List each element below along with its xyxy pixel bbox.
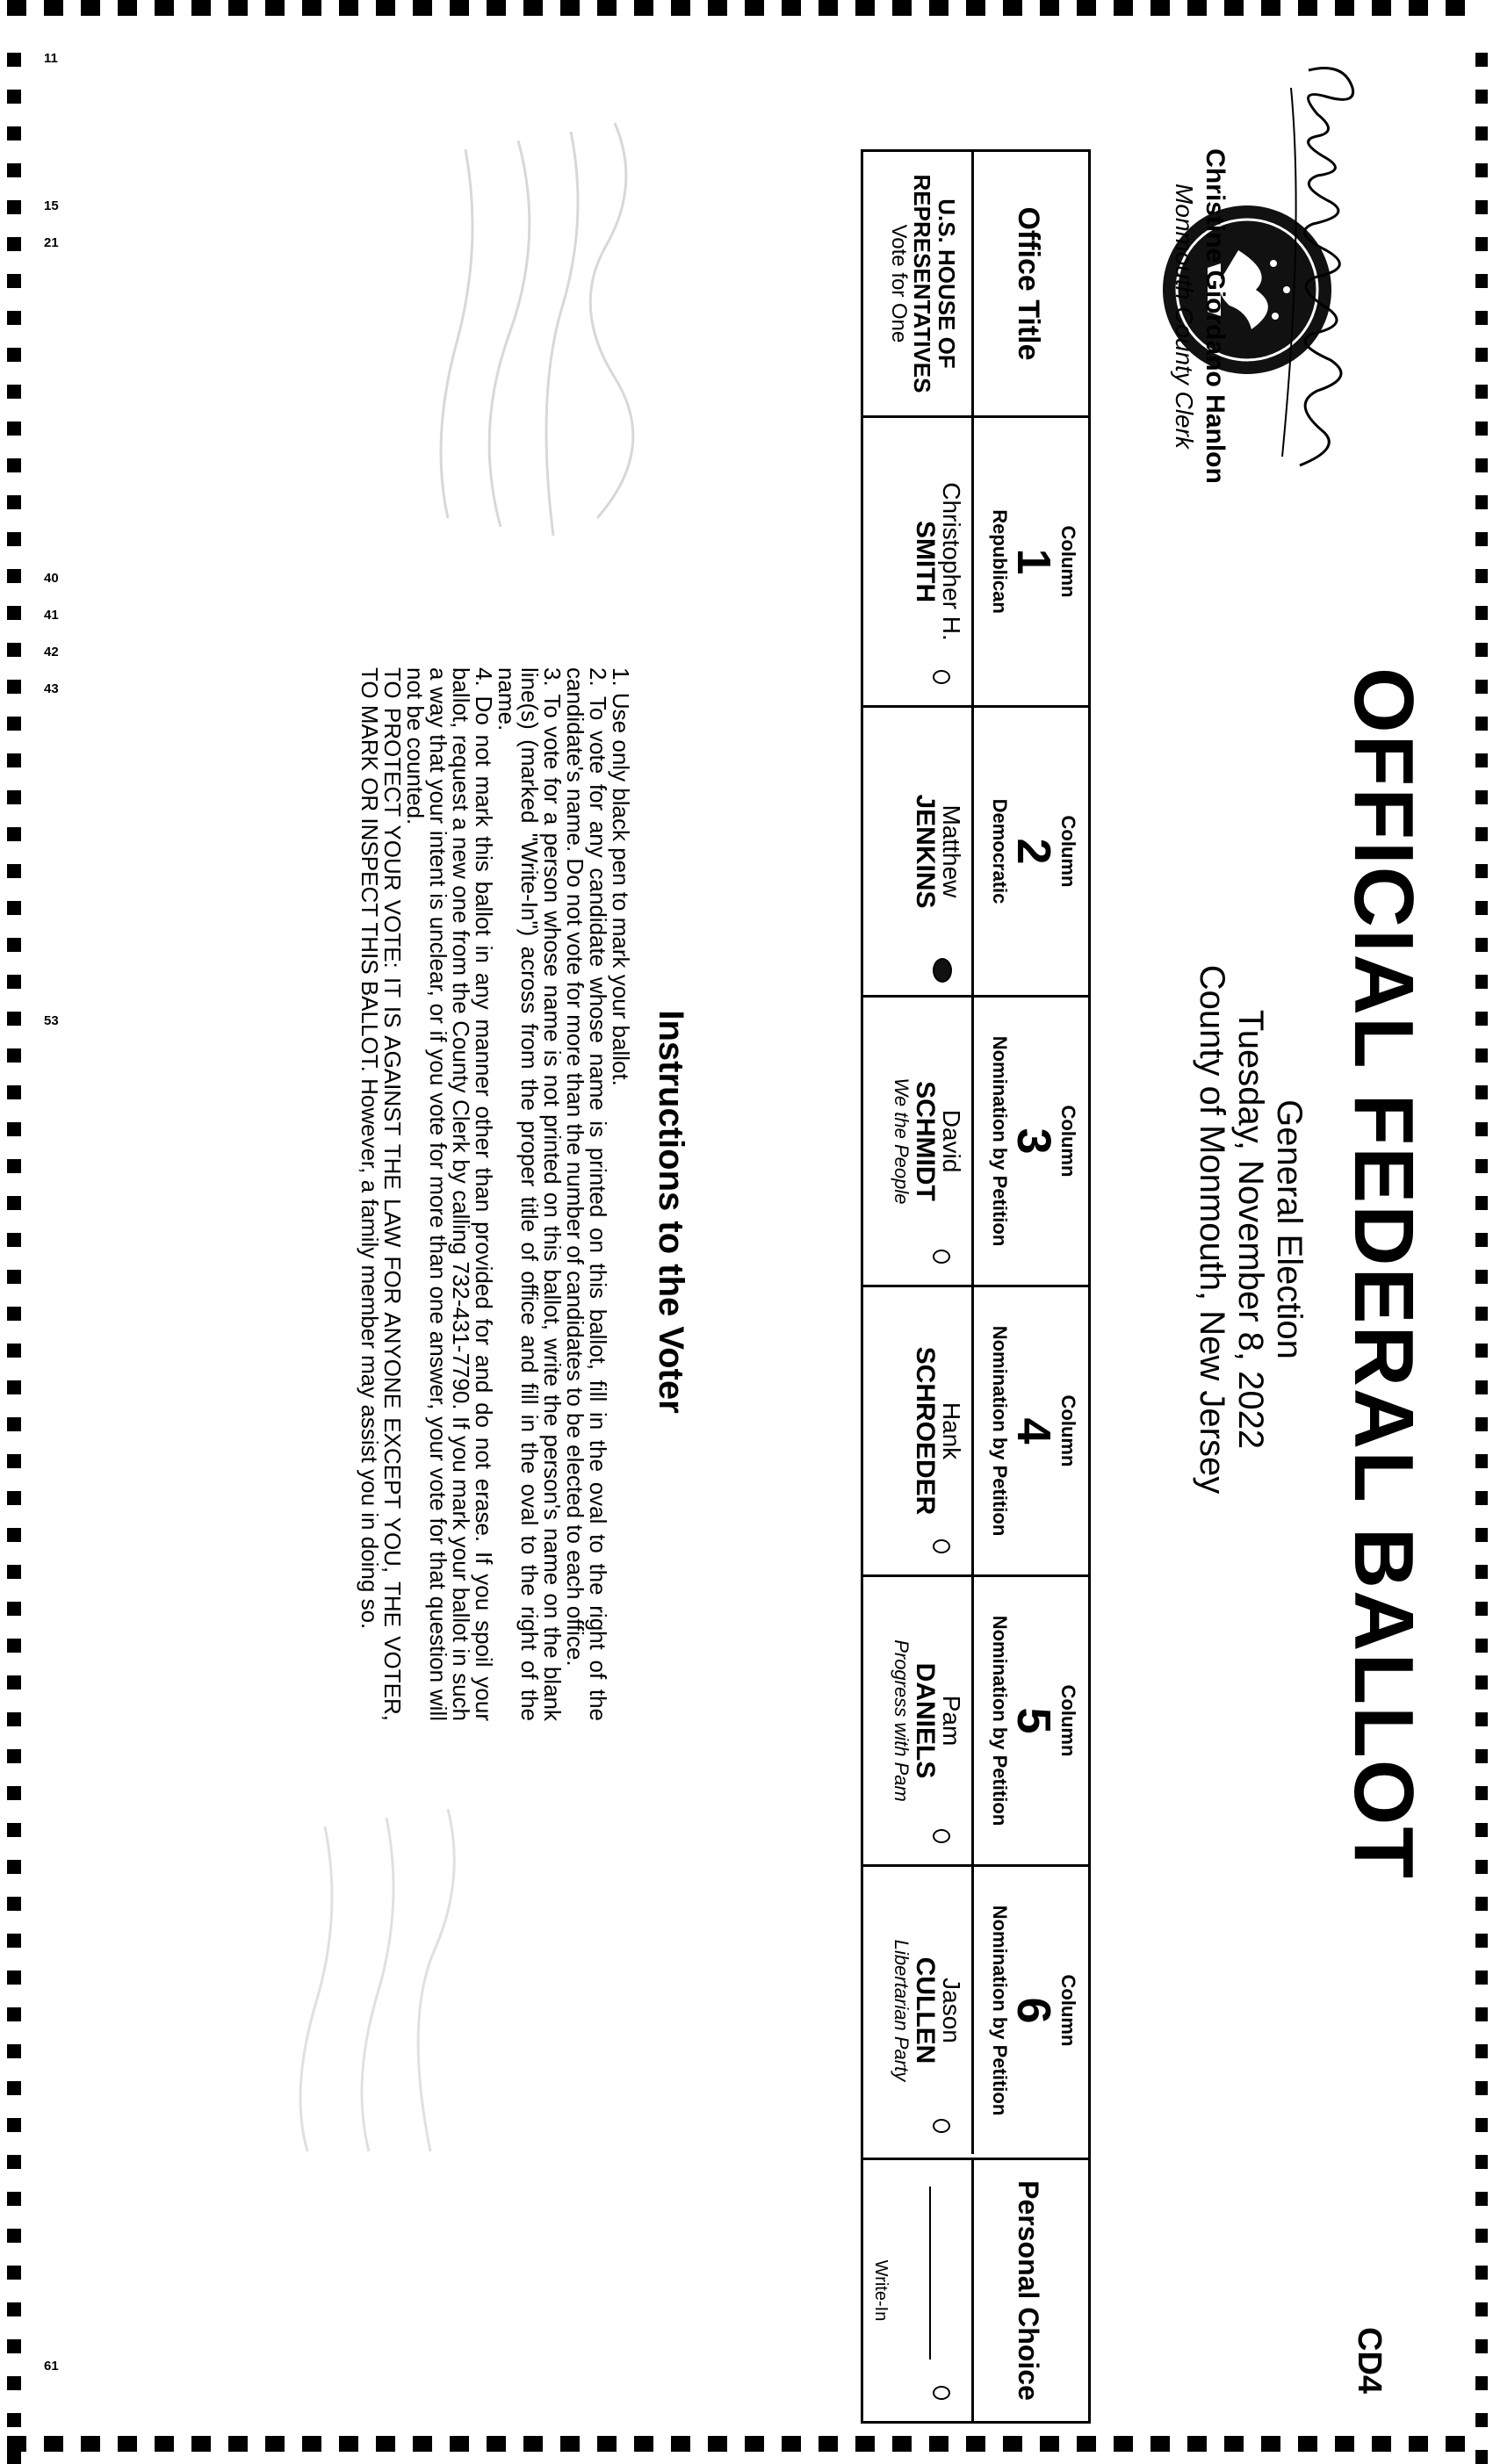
clerk-title: Monmouth County Clerk: [1171, 184, 1198, 449]
candidate-first-name: Hank: [937, 1401, 965, 1460]
office-column: [863, 152, 1088, 415]
column-header: [971, 1867, 1088, 2154]
vote-oval[interactable]: [933, 670, 950, 684]
instructions-body: [358, 667, 632, 1721]
candidate-slogan: Libertarian Party: [890, 1939, 912, 2082]
column-header: [971, 418, 1088, 705]
candidate-first-name: David: [937, 1109, 965, 1173]
candidate-column-3: [863, 995, 1088, 1285]
column-number: 4: [1007, 1417, 1060, 1445]
column-word: Column: [1057, 1974, 1079, 2047]
vote-oval[interactable]: [933, 1539, 950, 1553]
column-word: Column: [1057, 1394, 1079, 1467]
candidate-slogan: Progress with Pam: [890, 1639, 912, 1802]
personal-choice-header: [971, 2160, 1088, 2421]
candidate-cell: [863, 1287, 971, 1574]
instruction-item: TO PROTECT YOUR VOTE: IT IS AGAINST THE LAW FOR ANYONE EXCEPT YOU, THE VOTER, TO MARK OR INSPECT THIS BALLOT. However, a family member may assist you in doing so.: [357, 667, 406, 1721]
instruction-item: 4. Do not mark this ballot in any manner other than provided for and do not erase. If you spoil your ballot, request a new one from the County Clerk by calling 732-431-7790. If you mark your ballot in such a way that your intent is unclear, or if you vote for more than one answer, your vote for that question will not be counted.: [402, 667, 497, 1721]
candidate-column-2: [863, 705, 1088, 995]
candidate-last-name: JENKINS: [910, 794, 940, 909]
column-word: Column: [1057, 1105, 1079, 1178]
candidate-first-name: Christopher H.: [937, 482, 965, 641]
candidate-cell: [863, 418, 971, 705]
contest-grid: [861, 149, 1091, 2424]
column-header: [971, 708, 1088, 995]
instruction-item: 3. To vote for a person whose name is not printed on this ballot, write the person's name on the blank line(s) (marked "Write-In") across from the proper title of office and fill in the oval to the right of the name.: [494, 667, 566, 1721]
office-cell: [863, 152, 971, 415]
instructions-title: Instructions to the Voter: [652, 1010, 690, 1414]
ballot-code: CD4: [1351, 2327, 1388, 2395]
candidate-last-name: DANIELS: [910, 1662, 940, 1779]
column-header: [971, 998, 1088, 1285]
candidate-first-name: Pam: [937, 1695, 965, 1747]
write-in-cell[interactable]: [863, 2160, 971, 2421]
vote-oval[interactable]: [933, 1250, 950, 1264]
candidate-cell: [863, 998, 971, 1285]
candidate-column-6: [863, 1864, 1088, 2154]
personal-choice-column: [863, 2158, 1088, 2421]
clerk-name: Christine Giordano Hanlon: [1201, 148, 1230, 484]
column-number: 3: [1007, 1128, 1060, 1155]
column-word: Column: [1057, 815, 1079, 888]
election-date: Tuesday, November 8, 2022: [1231, 1009, 1270, 1450]
row-number: 21: [44, 235, 59, 250]
row-number: 42: [44, 645, 59, 659]
ballot-title: OFFICIAL FEDERAL BALLOT: [1337, 667, 1431, 1881]
vote-oval[interactable]: [933, 2119, 950, 2133]
candidate-cell: [863, 1577, 971, 1864]
row-number: 53: [44, 1013, 59, 1028]
candidate-last-name: SCHROEDER: [910, 1346, 940, 1516]
faint-scribble-marks: [220, 1800, 483, 2169]
party-label: Nomination by Petition: [989, 1035, 1011, 1247]
write-in-line[interactable]: [929, 2187, 931, 2360]
column-number: 1: [1007, 548, 1060, 575]
row-number: 61: [44, 2359, 59, 2374]
instruction-item: 2. To vote for any candidate whose name is printed on this ballot, fill in the oval to the right of the candidate's name. Do not vote for more than the number of candidates to be elected to each office.: [562, 667, 611, 1721]
instruction-item: 1. Use only black pen to mark your ballot.: [608, 667, 634, 1086]
column-number: 5: [1007, 1707, 1060, 1734]
party-label: Nomination by Petition: [989, 1325, 1011, 1537]
candidate-last-name: SCHMIDT: [910, 1081, 940, 1201]
party-label: Republican: [989, 509, 1011, 614]
faint-scribble-marks: [369, 114, 650, 553]
election-county: County of Monmouth, New Jersey: [1193, 964, 1231, 1495]
candidate-first-name: Matthew: [937, 804, 965, 898]
clerk-signature: [1265, 53, 1379, 474]
row-number: 43: [44, 681, 59, 696]
column-word: Column: [1057, 525, 1079, 598]
column-number: 2: [1007, 838, 1060, 865]
vote-for-label: Vote for One: [886, 224, 911, 343]
office-name: U.S. HOUSE OF REPRESENTATIVES: [908, 174, 960, 393]
candidate-cell: [863, 1867, 971, 2154]
candidate-cell: [863, 708, 971, 995]
vote-oval[interactable]: [933, 958, 952, 983]
election-name: General Election: [1270, 1099, 1309, 1359]
row-number: 15: [44, 198, 59, 213]
personal-choice-label: Personal Choice: [1013, 2180, 1044, 2401]
vote-oval[interactable]: [933, 1829, 950, 1843]
write-in-label: Write-In: [870, 2259, 891, 2322]
candidate-column-1: [863, 415, 1088, 705]
column-word: Column: [1057, 1684, 1079, 1757]
candidate-last-name: SMITH: [910, 520, 940, 603]
row-number: 11: [44, 51, 58, 66]
party-label: Democratic: [989, 798, 1011, 904]
party-label: Nomination by Petition: [989, 1905, 1011, 2116]
row-number: 40: [44, 571, 59, 586]
column-header: [971, 1577, 1088, 1864]
column-number: 6: [1007, 1997, 1060, 2024]
candidate-column-4: [863, 1285, 1088, 1574]
candidate-column-5: [863, 1574, 1088, 1864]
office-title-header: [971, 152, 1088, 415]
candidate-slogan: We the People: [890, 1077, 912, 1205]
candidate-first-name: Jason: [937, 1978, 965, 2043]
write-in-oval[interactable]: [933, 2386, 950, 2400]
candidate-last-name: CULLEN: [910, 1956, 940, 2064]
row-number: 41: [44, 608, 59, 623]
column-header: [971, 1287, 1088, 1574]
party-label: Nomination by Petition: [989, 1615, 1011, 1826]
office-title-label: Office Title: [1012, 206, 1045, 361]
